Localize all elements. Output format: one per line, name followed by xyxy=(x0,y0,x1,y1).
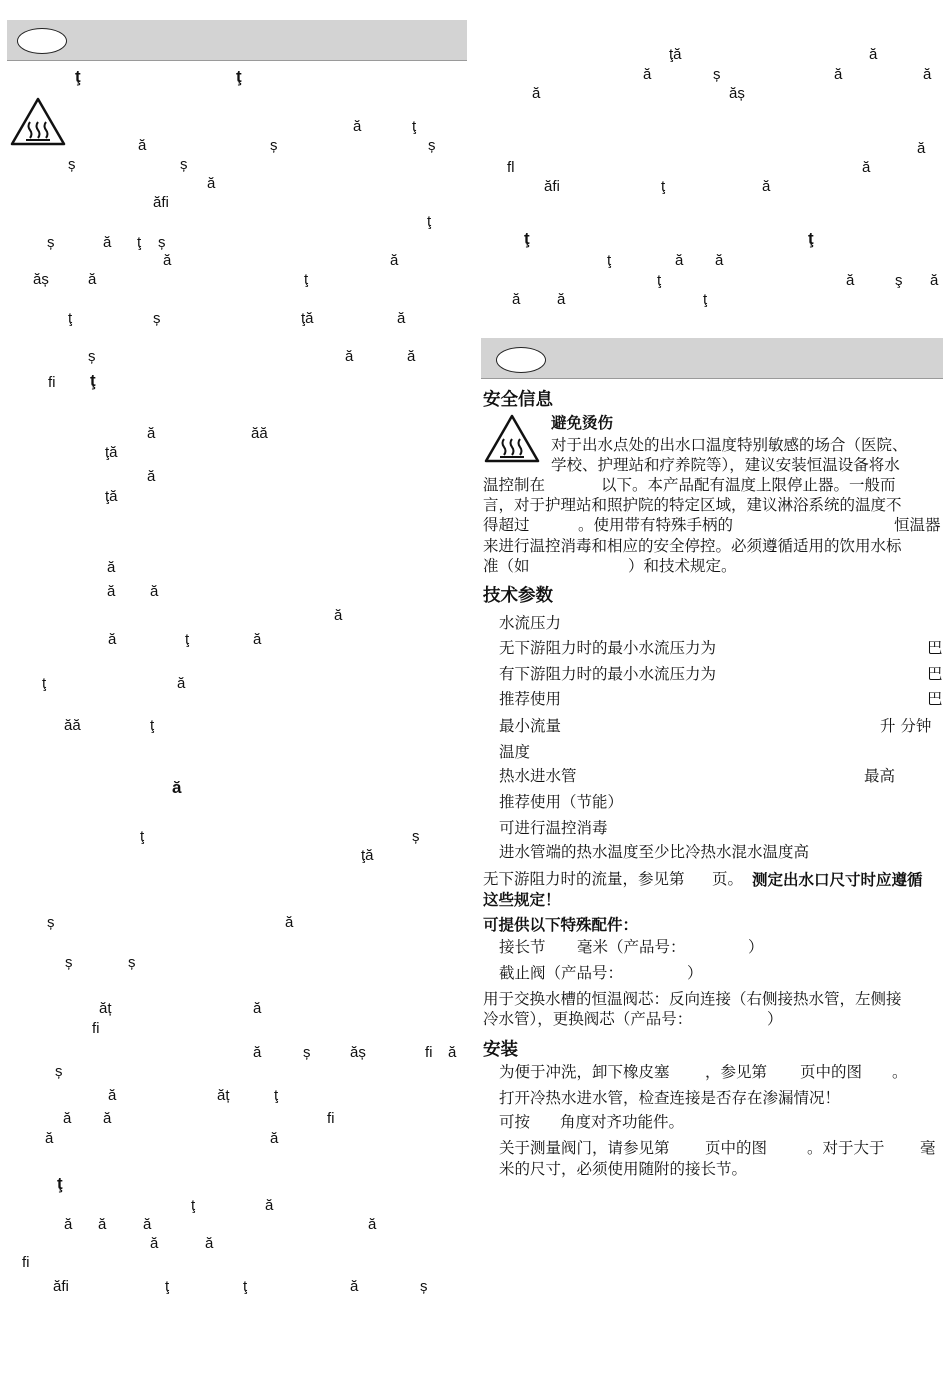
left_column-fragment: ﬁ xyxy=(327,1110,335,1127)
left_column-fragment: ţ xyxy=(304,271,309,288)
left_column-fragment: ă xyxy=(253,1000,262,1017)
left_column-fragment: ă xyxy=(270,1130,279,1147)
left_column-fragment: ţ xyxy=(243,1278,248,1295)
left_column-fragment: ă xyxy=(63,1110,72,1127)
install-step-1b: ，参见第 xyxy=(705,1063,768,1081)
tech-min-no-resist-unit: 巴 xyxy=(927,639,943,657)
left_column-fragment: ă xyxy=(150,1235,159,1252)
left_column-fragment: ă xyxy=(98,1216,107,1233)
right_top-fragment: ă xyxy=(834,66,843,83)
left_column-fragment: ţă xyxy=(301,310,314,327)
left_column-fragment: ţ xyxy=(137,234,142,251)
left_column-fragment: ţ xyxy=(236,67,242,86)
tech-recommended-unit: 巴 xyxy=(927,690,943,708)
left_column-fragment: ţ xyxy=(75,67,81,86)
right_top-fragment: ţ xyxy=(703,291,708,308)
tech-thermal-disinfection: 可进行温控消毒 xyxy=(499,819,608,837)
right_top-fragment: ă xyxy=(923,66,932,83)
right_top-fragment: ă xyxy=(917,140,926,157)
left_column-fragment: ș xyxy=(428,137,436,154)
flow-note-a: 无下游阻力时的流量，参见第 xyxy=(483,870,685,888)
safety-info-title: 安全信息 xyxy=(483,390,553,410)
left_column-fragment: ș xyxy=(88,348,96,365)
left-language-code-oval xyxy=(17,28,67,54)
left_column-fragment: ă xyxy=(368,1216,377,1233)
tech-hot-inlet-unit: 最高 xyxy=(864,767,896,785)
accessories-title: 可提供以下特殊配件： xyxy=(483,915,639,934)
left_column-fragment: ă xyxy=(448,1044,457,1061)
left_column-fragment: ă xyxy=(107,583,116,600)
left_column-fragment: ţ xyxy=(42,675,47,692)
install-step-4c: 。对于大于 xyxy=(807,1139,885,1157)
scald-line-7b: ）和技术规定。 xyxy=(628,557,737,575)
left_column-fragment: ș xyxy=(47,914,55,931)
tech-min-resist-unit: 巴 xyxy=(927,665,943,683)
install-step-1a: 为便于冲洗，卸下橡皮塞 xyxy=(499,1063,670,1081)
left_column-fragment: ﬁ xyxy=(22,1254,30,1271)
left_column-fragment: ăț xyxy=(217,1087,230,1104)
hot-surface-warning-icon xyxy=(10,97,66,147)
left_column-fragment: ăș xyxy=(33,271,49,288)
right_top-fragment: ă xyxy=(862,159,871,176)
right_top-fragment: ţ xyxy=(808,229,814,248)
left_column-fragment: ș xyxy=(128,954,136,971)
left_column-fragment: ă xyxy=(207,175,216,192)
right_top-fragment: ţ xyxy=(524,229,530,248)
tech-temperature: 温度 xyxy=(499,743,531,761)
accessory-stop-valve-close: ） xyxy=(687,964,703,982)
left_column-fragment: ă xyxy=(150,583,159,600)
install-step-3a: 可按 xyxy=(499,1113,531,1131)
scald-line-3b: 以下。本产品配有温度上限停止器。一般而 xyxy=(601,476,896,494)
install-step-4b: 页中的图 xyxy=(705,1139,768,1157)
install-step-4d: 毫 xyxy=(920,1139,936,1157)
right_top-fragment: ăﬁ xyxy=(544,178,560,195)
scald-line-2: 学校、护理站和疗养院等），建议安装恒温设备将水 xyxy=(551,456,900,474)
flow-note-bold-2: 这些规定！ xyxy=(483,890,561,909)
right_top-fragment: ș xyxy=(713,66,721,83)
right_top-fragment: ţ xyxy=(657,272,662,289)
tech-min-no-resist: 无下游阻力时的最小水流压力为 xyxy=(499,639,717,657)
right_top-fragment: ă xyxy=(930,272,939,289)
left_column-fragment: ș xyxy=(412,828,420,845)
left_column-fragment: ș xyxy=(55,1063,63,1080)
left_column-fragment: ă xyxy=(177,675,186,692)
left_column-fragment: ă xyxy=(147,425,156,442)
left_column-fragment: ș xyxy=(65,954,73,971)
left_column-fragment: ă xyxy=(103,234,112,251)
left_column-fragment: ă xyxy=(45,1130,54,1147)
left_column-fragment: ţă xyxy=(105,444,118,461)
right_top-fragment: ţ xyxy=(607,252,612,269)
left_column-fragment: ă xyxy=(143,1216,152,1233)
install-step-3b: 角度对齐功能件。 xyxy=(560,1113,685,1131)
right_top-fragment: ă xyxy=(675,252,684,269)
left_column-fragment: ă xyxy=(205,1235,214,1252)
install-step-2: 打开冷热水进水管，检查连接是否存在渗漏情况！ xyxy=(499,1089,841,1107)
left_column-fragment: ăﬁ xyxy=(153,194,169,211)
tech-recommended: 推荐使用 xyxy=(499,690,562,708)
accessory-extension: 接长节 xyxy=(499,938,546,956)
left_column-fragment: ă xyxy=(390,252,399,269)
left_column-fragment: ă xyxy=(345,348,354,365)
right_top-fragment: ă xyxy=(869,46,878,63)
left_column-fragment: ă xyxy=(285,914,294,931)
left_column-fragment: ţ xyxy=(427,213,432,230)
left_column-fragment: ăț xyxy=(99,1000,112,1017)
right_top-fragment: ţ xyxy=(661,178,666,195)
scald-title: 避免烫伤 xyxy=(551,413,614,432)
left_column-fragment: ă xyxy=(163,252,172,269)
flow-note-b: 页。 xyxy=(712,870,744,888)
scald-line-5c: 恒温器 xyxy=(894,516,941,534)
left_column-fragment: ă xyxy=(147,468,156,485)
tech-water-pressure: 水流压力 xyxy=(499,614,562,632)
left_column-fragment: ăﬁ xyxy=(53,1278,69,1295)
right_top-fragment: ş xyxy=(895,272,903,289)
scald-line-3a: 温控制在 xyxy=(483,476,546,494)
right-language-header-bar xyxy=(481,338,943,379)
left_column-fragment: ă xyxy=(253,631,262,648)
install-step-5: 米的尺寸，必须使用随附的接长节。 xyxy=(499,1160,748,1178)
scald-warning-icon xyxy=(484,414,540,464)
left_column-fragment: ţ xyxy=(90,371,96,390)
left_column-fragment: ţ xyxy=(150,717,155,734)
left_column-fragment: ă xyxy=(64,1216,73,1233)
tech-hot-higher: 进水管端的热水温度至少比冷热水混水温度高 xyxy=(499,843,810,861)
left_column-fragment: ă xyxy=(407,348,416,365)
right_top-fragment: ă xyxy=(762,178,771,195)
left_column-fragment: ţ xyxy=(165,1278,170,1295)
reverse-connection-line-2: 冷水管），更换阀芯（产品号： xyxy=(483,1010,693,1028)
left_column-fragment: ă xyxy=(108,631,117,648)
flow-note-bold: 测定出水口尺寸时应遵循 xyxy=(752,870,923,889)
scald-line-5a: 得超过 xyxy=(483,516,530,534)
left_column-fragment: ș xyxy=(180,156,188,173)
left_column-fragment: ă xyxy=(103,1110,112,1127)
left-language-header-bar xyxy=(7,20,467,61)
right_top-fragment: ă xyxy=(512,291,521,308)
left_column-fragment: ă xyxy=(253,1044,262,1061)
scald-line-6: 来进行温控消毒和相应的安全停控。必须遵循适用的饮用水标 xyxy=(483,537,902,555)
left_column-fragment: ă xyxy=(353,118,362,135)
left_column-fragment: ţ xyxy=(185,631,190,648)
left_column-fragment: ă xyxy=(88,271,97,288)
accessory-stop-valve: 截止阀（产品号： xyxy=(499,964,624,982)
left_column-fragment: ă xyxy=(350,1278,359,1295)
left_column-fragment: ă xyxy=(265,1197,274,1214)
left_column-fragment: ă xyxy=(397,310,406,327)
right_top-fragment: ă xyxy=(715,252,724,269)
left_column-fragment: ţ xyxy=(412,118,417,135)
left_column-fragment: ă xyxy=(334,607,343,624)
tech-params-title: 技术参数 xyxy=(483,586,553,606)
tech-min-flow: 最小流量 xyxy=(499,717,562,735)
left_column-fragment: ș xyxy=(270,137,278,154)
left_column-fragment: ţă xyxy=(105,488,118,505)
reverse-connection-close: ） xyxy=(767,1010,783,1028)
accessory-extension-mm: 毫米（产品号： xyxy=(577,938,686,956)
left_column-fragment: ţ xyxy=(191,1197,196,1214)
left_column-fragment: ﬁ xyxy=(92,1020,100,1037)
right_top-fragment: ă xyxy=(532,85,541,102)
left_column-fragment: ă xyxy=(107,559,116,576)
scald-line-5b: 。使用带有特殊手柄的 xyxy=(578,516,734,534)
left_column-fragment: ţ xyxy=(274,1087,279,1104)
tech-hot-inlet: 热水进水管 xyxy=(499,767,577,785)
left_column-fragment: ă xyxy=(172,778,182,797)
right_top-fragment: ţă xyxy=(669,46,682,63)
install-step-1c: 页中的图 xyxy=(800,1063,863,1081)
install-step-4a: 关于测量阀门，请参见第 xyxy=(499,1139,670,1157)
left_column-fragment: ăă xyxy=(64,717,81,734)
scald-line-4: 言，对于护理站和照护院的特定区域，建议淋浴系统的温度不 xyxy=(483,496,902,514)
left_column-fragment: ﬁ xyxy=(48,374,56,391)
left_column-fragment: ăș xyxy=(350,1044,366,1061)
right-language-code-oval xyxy=(496,347,546,373)
left_column-fragment: ţ xyxy=(140,828,145,845)
accessory-extension-close: ） xyxy=(748,938,764,956)
left_column-fragment: ţ xyxy=(57,1174,63,1193)
scald-line-7a: 准（如 xyxy=(483,557,530,575)
right_top-fragment: ăș xyxy=(729,85,745,102)
tech-min-flow-unit: 升 分钟 xyxy=(880,717,932,735)
reverse-connection-line-1: 用于交换水槽的恒温阀芯：反向连接（右侧接热水管，左侧接 xyxy=(483,990,902,1008)
right_top-fragment: ă xyxy=(557,291,566,308)
left_column-fragment: ș xyxy=(303,1044,311,1061)
left_column-fragment: ăă xyxy=(251,425,268,442)
left_column-fragment: ţă xyxy=(361,847,374,864)
scald-line-1: 对于出水点处的出水口温度特别敏感的场合（医院、 xyxy=(551,436,908,454)
right_top-fragment: ă xyxy=(643,66,652,83)
tech-recommended-eco: 推荐使用（节能） xyxy=(499,793,624,811)
install-step-1d: 。 xyxy=(892,1063,908,1081)
left_column-fragment: ș xyxy=(158,234,166,251)
left_column-fragment: ș xyxy=(153,310,161,327)
left_column-fragment: ă xyxy=(138,137,147,154)
left_column-fragment: ﬁ xyxy=(425,1044,433,1061)
left_column-fragment: ș xyxy=(47,234,55,251)
left_column-fragment: ș xyxy=(68,156,76,173)
left_column-fragment: ș xyxy=(420,1278,428,1295)
tech-min-resist: 有下游阻力时的最小水流压力为 xyxy=(499,665,717,683)
installation-title: 安装 xyxy=(483,1040,518,1060)
left_column-fragment: ă xyxy=(108,1087,117,1104)
right_top-fragment: ﬂ xyxy=(507,159,515,176)
left_column-fragment: ţ xyxy=(68,310,73,327)
right_top-fragment: ă xyxy=(846,272,855,289)
